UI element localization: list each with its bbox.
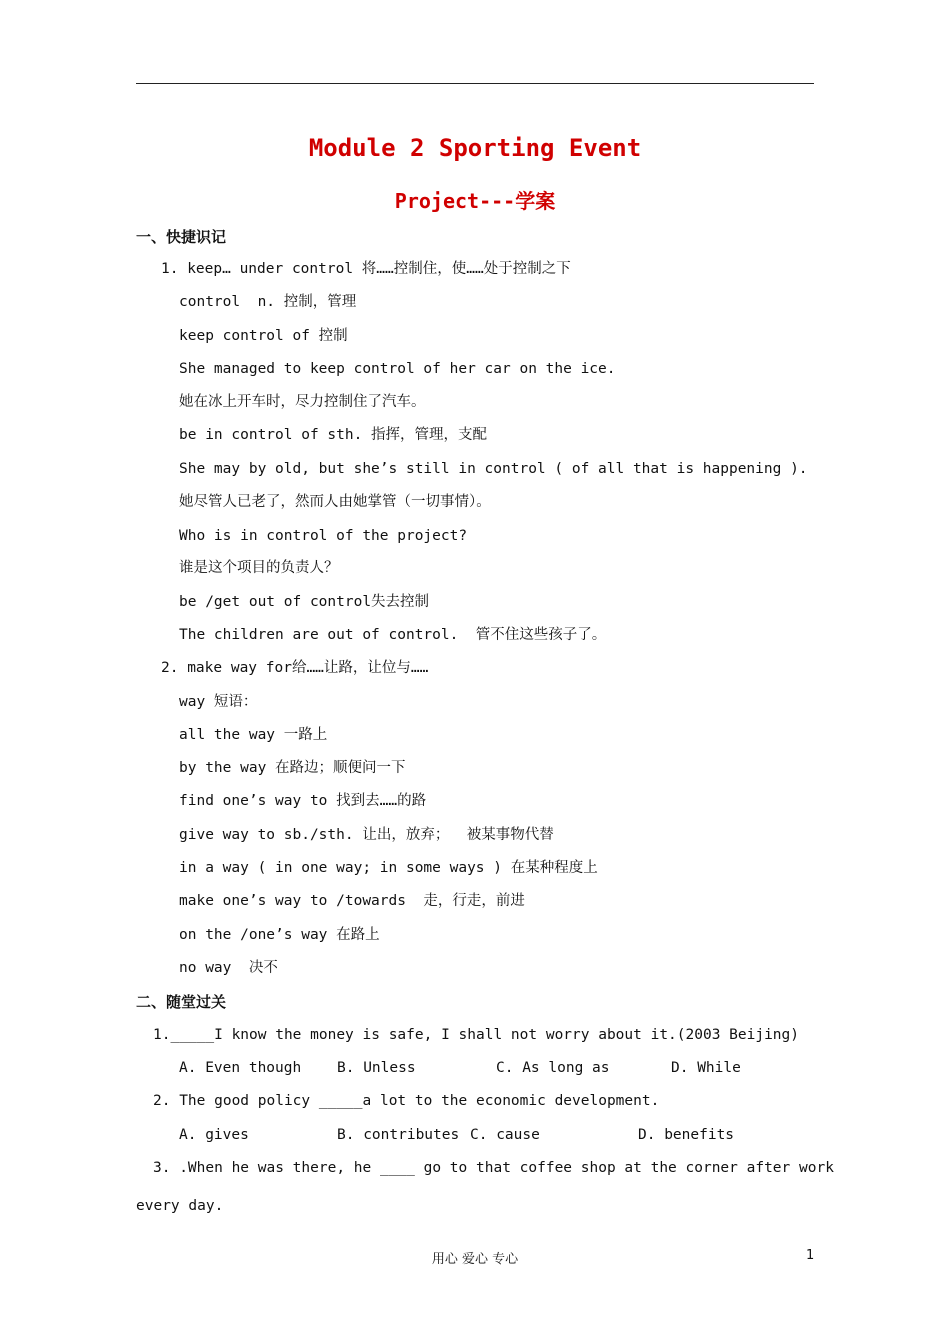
question-stem-1: 1._____I know the money is safe, I shall not worry about it.(2003 Beijing) xyxy=(153,1027,800,1043)
phrase-line: in a way ( in one way; in some ways ) 在某种程度上 xyxy=(179,860,598,876)
page-subtitle: Project---学案 xyxy=(394,189,556,213)
vocab-translation: 她在冰上开车时，尽力控制住了汽车。 xyxy=(179,394,426,410)
vocab-example: She managed to keep control of her car on the ice. xyxy=(179,361,616,377)
vocab-line: control n. 控制，管理 xyxy=(179,294,357,310)
vocab-example: Who is in control of the project? xyxy=(179,528,468,544)
option-b: B. contributes xyxy=(337,1127,460,1143)
vocab-line: be in control of sth. 指挥，管理，支配 xyxy=(179,427,488,443)
vocab-line: keep control of 控制 xyxy=(179,328,348,344)
phrase-line: all the way 一路上 xyxy=(179,727,328,743)
section-heading-1: 一、快捷识记 xyxy=(136,228,227,246)
phrase-line: no way 决不 xyxy=(179,960,278,976)
question-stem-2: 2. The good policy _____a lot to the economic development. xyxy=(153,1093,660,1109)
vocab-line: way 短语： xyxy=(179,694,258,710)
vocab-item-2: 2. make way for给……让路，让位与…… xyxy=(161,660,429,676)
option-a: A. Even though xyxy=(179,1060,302,1076)
page-title: Module 2 Sporting Event xyxy=(308,134,642,162)
vocab-line: be /get out of control失去控制 xyxy=(179,594,430,610)
vocab-example: The children are out of control. 管不住这些孩子了。 xyxy=(179,627,607,643)
header-rule xyxy=(136,83,814,84)
option-d: D. benefits xyxy=(638,1127,735,1143)
option-d: D. While xyxy=(671,1060,741,1076)
phrase-line: make one’s way to /towards 走，行走，前进 xyxy=(179,893,525,909)
page-footer: 用心 爱心 专心 xyxy=(431,1252,519,1267)
question-stem-3-continuation: every day. xyxy=(136,1198,224,1214)
option-c: C. cause xyxy=(470,1127,540,1143)
page-number: 1 xyxy=(806,1248,815,1263)
phrase-line: give way to sb./sth. 让出，放弃； 被某事物代替 xyxy=(179,827,554,843)
question-stem-3: 3. .When he was there, he ____ go to that coffee shop at the corner after work xyxy=(153,1160,834,1176)
option-b: B. Unless xyxy=(337,1060,416,1076)
option-a: A. gives xyxy=(179,1127,249,1143)
vocab-translation: 谁是这个项目的负责人？ xyxy=(179,560,339,576)
option-c: C. As long as xyxy=(496,1060,610,1076)
vocab-translation: 她尽管人已老了，然而人由她掌管（一切事情）。 xyxy=(179,494,491,510)
section-heading-2: 二、随堂过关 xyxy=(136,993,227,1011)
phrase-line: by the way 在路边；顺便问一下 xyxy=(179,760,406,776)
vocab-item-1: 1. keep… under control 将……控制住，使……处于控制之下 xyxy=(161,261,571,277)
phrase-line: find one’s way to 找到去……的路 xyxy=(179,793,427,809)
vocab-example: She may by old, but she’s still in control ( of all that is happening ). xyxy=(179,461,808,477)
phrase-line: on the /one’s way 在路上 xyxy=(179,927,380,943)
